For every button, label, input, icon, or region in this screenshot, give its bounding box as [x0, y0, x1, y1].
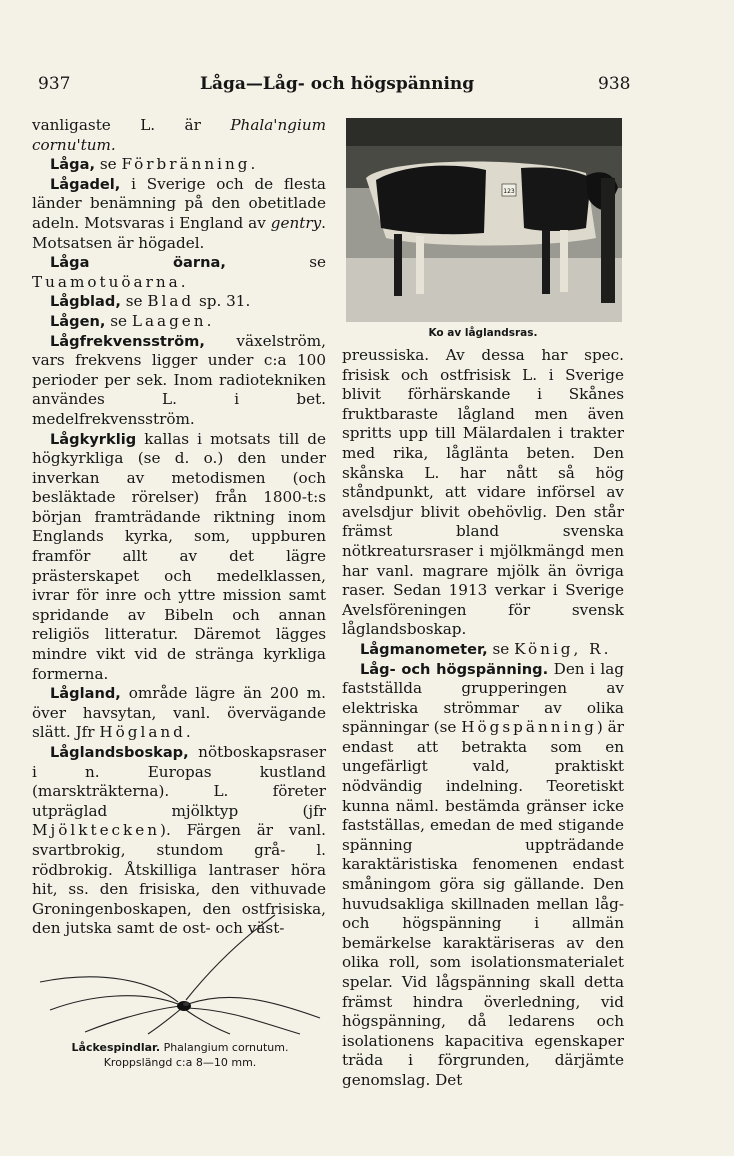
page-number-right: 938 — [598, 74, 631, 94]
entry-lagadel: Lågadel, i Sverige och de flesta länder benämning på den obetitlade adeln. Motsvaras i England av gentry. Motsatsen är högadel. — [32, 174, 326, 252]
cross-reference[interactable]: König, R — [514, 639, 604, 658]
entry-laga: Låga, se Förbränning. — [50, 155, 256, 174]
cross-reference[interactable]: Mjölktecken — [32, 821, 161, 840]
left-column — [32, 116, 326, 939]
cow-ear-tag: 123 — [503, 188, 515, 195]
entry-lag-och-hogspanning: Låg- och högspänning. Den i lag fastställda grupperingen av elektriska strömmar av olika spänningar (se Högspänning) är endast att betrakta som en ungefärligt vald, praktiskt nödvändig indelning. Teoretiskt kunna näml. bestämda gränser icke fastställas, emedan de med stigande spänning uppträdande karaktäristiska fenomenen endast småningom göra sig gällande. Den huvudsakliga skillnaden mellan låg- och högspänning i allmän bemärkelse karaktäriseras av den olika roll, som isolationsmaterialet spelar. Vid lågspänning skall detta främst hindra överledning, vid högspänning, då ledarens och isolationens kapacitiva egenskaper träda i förgrunden, därjämte genomslag. Det — [342, 659, 625, 1089]
cross-reference[interactable]: Förbränning — [121, 155, 251, 174]
page-number-left: 937 — [38, 74, 71, 94]
cross-reference[interactable]: Blad — [147, 292, 195, 311]
running-head: Låga—Låg- och högspänning — [200, 74, 475, 94]
right-column — [342, 346, 624, 1091]
entry-laga-oarna: Låga öarna, se Tuamotuöarna. — [32, 253, 326, 291]
cross-reference[interactable]: Laagen — [131, 311, 207, 330]
cross-reference[interactable]: Högland — [99, 723, 186, 742]
harvestman-drawing — [30, 910, 330, 1035]
spider-illustration — [30, 910, 330, 1035]
entry-lagen: Lågen, se Laagen. — [50, 311, 212, 330]
entry-laglandsboskap: Låglandsboskap, nötboskapsraser i n. Europas kustland (marskträkterna). L. företer utpräglad mjölktyp (jfr Mjölktecken). Färgen är vanl. svartbrokig, stundom grå- l. rödbrokig. Åtskilliga lantraser höra hit, ss. den frisiska, den vithuvade Groningenboskapen, den ostfrisiska, den jutska samt de ost- och väst- — [32, 743, 326, 938]
spider-caption: Låckespindlar. Phalangium cornutum. Kroppslängd c:a 8—10 mm. — [71, 1041, 289, 1069]
continuation-paragraph: preussiska. Av dessa har spec. frisisk och ostfrisisk L. i Sverige blivit förhärskande i Skånes fruktbaraste lågland men även spritts upp till Mälardalen i trakter med rika, låglänta beten. Den skånska L. har nått så hög ståndpunkt, att vidare införsel av avelsdjur blivit obehövlig. Den står främst bland svenska nötkreatursraser i mjölkmängd men har vanl. magrare mjölk än övriga raser. Sedan 1913 verkar i Sverige Avelsföreningen för svensk låglandsboskap. — [342, 346, 624, 639]
entry-lagkyrklig: Lågkyrklig kallas i motsats till de högkyrkliga (se d. o.) den under inverkan av metodismen (och besläktade rörelser) från 1800-t:s början framträdande riktning inom Englands kyrka, som, uppburen framför allt av det lägre prästerskapet och medelklassen, ivrar för inre och yttre mission samt spridande av Bibeln och annan religiös litteratur. Däremot lägges mindre vikt vid de stränga kyrkliga formerna. — [32, 429, 326, 683]
cow-caption: Ko av låglandsras. — [428, 327, 538, 339]
entry-lagmanometer: Lågmanometer, se König, R. — [360, 639, 609, 658]
cow-photograph — [346, 118, 622, 322]
intro-paragraph: vanligaste L. är Phala'ngium cornu'tum. — [32, 116, 326, 154]
entry-lagland: Lågland, område lägre än 200 m. över havsytan, vanl. övervägande slätt. Jfr Högland. — [32, 684, 326, 742]
entry-lagblad: Lågblad, se Blad sp. 31. — [50, 292, 251, 311]
entry-lagfrekvensstrom: Lågfrekvensström, växelström, vars frekvens ligger under c:a 100 perioder per sek. Inom radiotekniken användes L. i bet. medelfrekvensström. — [32, 331, 326, 428]
cross-reference[interactable]: Tuamotuöarna — [32, 272, 181, 291]
cross-reference[interactable]: Högspänning — [461, 718, 597, 737]
